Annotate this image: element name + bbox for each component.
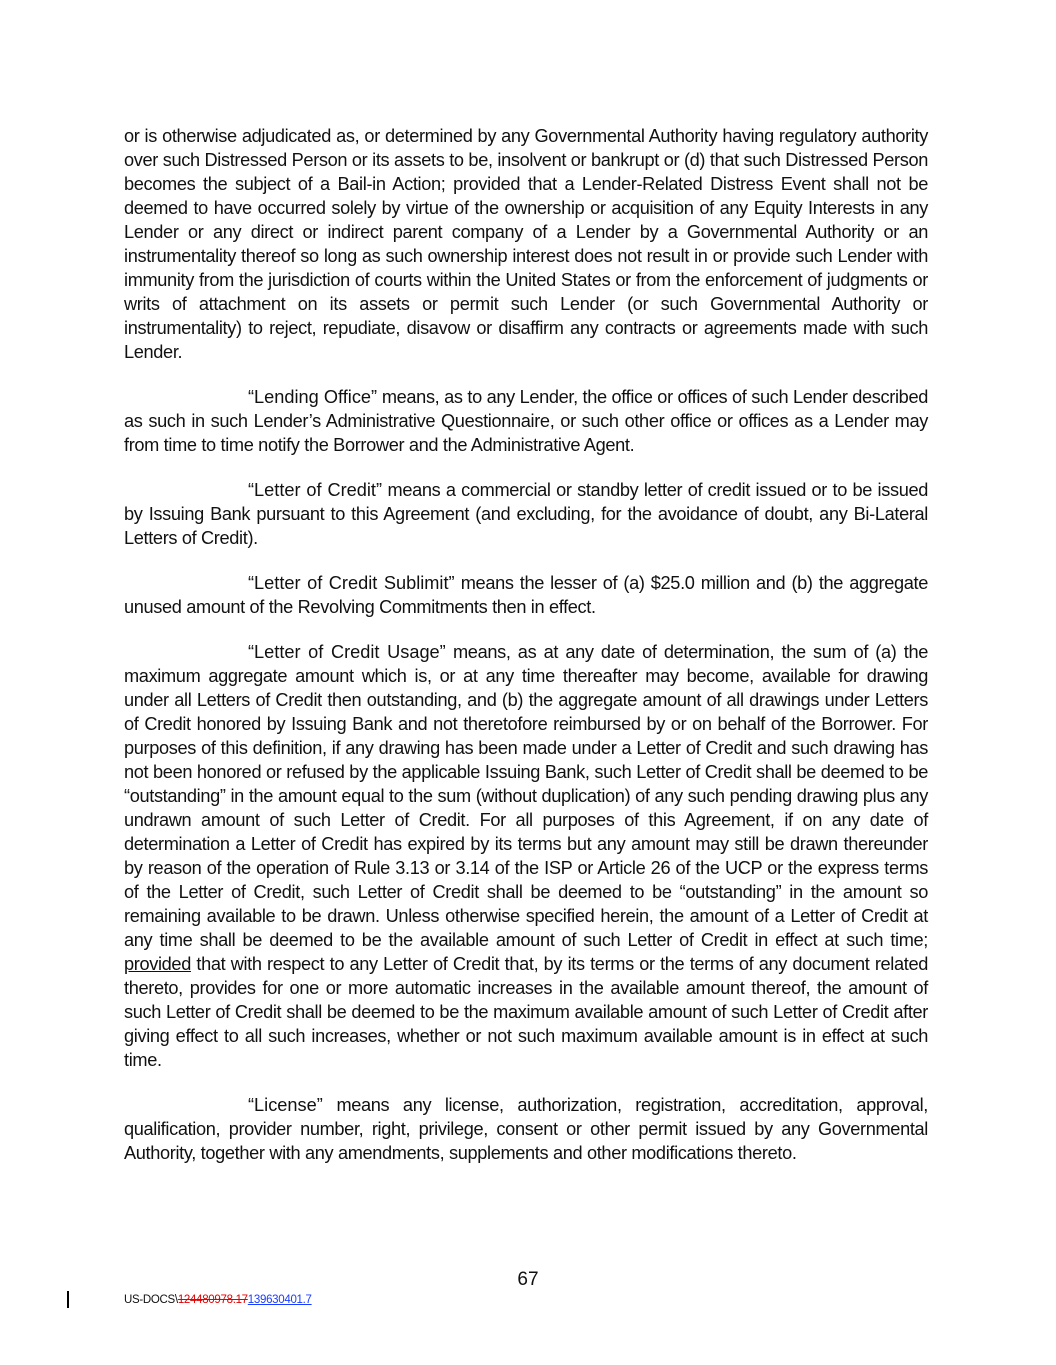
paragraph-distressed-person: or is otherwise adjudicated as, or determined by any Governmental Authority having regulatory authority over such Distressed Person or its assets to be, insolvent or bankrupt or (d) that such Distressed Person becomes the subject of a Bail-in Action; provided that a Lender-Related Distress Event shall not be deemed to have occurred solely by virtue of the ownership or acquisition of any Equity Interests in any Lender or any direct or indirect parent company of a Lender by a Governmental Authority or an instrumentality thereof so long as such ownership interest does not result in or provide such Lender with immunity from the jurisdiction of courts within the United States or from the enforcement of judgments or writs of attachment on its assets or permit such Lender (or such Governmental Authority or instrumentality) to reject, repudiate, disavow or disaffirm any contracts or agreements made with such Lender. [124,126,928,362]
definition-letter-of-credit [124,478,928,550]
definition-text: means the lesser of (a) $25.0 million and (b) the aggregate unused amount of the Revolving Commitments then in effect. [124,573,928,617]
defined-term: “Letter of Credit Usage” [248,642,446,662]
definition-lending-office [124,385,928,457]
definition-lc-sublimit [124,571,928,619]
doc-id-deleted: 124480978.17 [177,1294,248,1306]
doc-id-inserted: 139630401.7 [247,1294,312,1306]
definition-text: means a commercial or standby letter of credit issued or to be issued by Issuing Bank pursuant to this Agreement (and excluding, for the avoidance of doubt, any Bi-Lateral Letters of Credit). [124,480,929,548]
page-number: 67 [517,1269,539,1290]
defined-term: “Letter of Credit Sublimit” [248,573,455,593]
revision-change-bar [67,1291,69,1308]
definition-text-continued: that with respect to any Letter of Credit that, by its terms or the terms of any document related thereto, provides for one or more automatic increases in the available amount thereof, the amount of such Letter of Credit shall be deemed to be the maximum available amount of such Letter of Credit after giving effect to all such increases, whether or not such maximum available amount is in effect at such time. [124,954,928,1070]
doc-id-prefix: US-DOCS\ [124,1294,178,1306]
defined-term: “Lending Office” [248,387,378,407]
document-id [124,1294,312,1306]
document-body [124,124,928,1186]
definition-lc-usage [124,640,928,1072]
defined-term: “Letter of Credit” [248,480,383,500]
definition-text: means any license, authorization, registration, accreditation, approval, qualification, provider number, right, privilege, consent or other permit issued by any Governmental Authority, together with any amendments, supplements and other modifications thereto. [124,1095,928,1163]
definition-text: means, as to any Lender, the office or offices of such Lender described as such in such Lender’s Administrative Questionnaire, or such other office or offices as a Lender may from time to time notify the Borrower and the Administrative Agent. [124,387,928,455]
definition-text: means, as at any date of determination, the sum of (a) the maximum aggregate amount which is, or at any time thereafter may become, available for drawing under all Letters of Credit then outstanding, and (b) the aggregate amount of all drawings under Letters of Credit honored by Issuing Bank and not theretofore reimbursed by or on behalf of the Borrower. For purposes of this definition, if any drawing has been made under a Letter of Credit and such drawing has not been honored or refused by the applicable Issuing Bank, such Letter of Credit shall be deemed to be “outstanding” in the amount equal to the sum (without duplication) of any such pending drawing plus any undrawn amount of such Letter of Credit. For all purposes of this Agreement, if on any date of determination a Letter of Credit has expired by its terms but any amount may still be drawn thereunder by reason of the operation of Rule 3.13 or 3.14 of the ISP or Article 26 of the UCP or the express terms of the Letter of Credit, such Letter of Credit shall be deemed to be “outstanding” in the amount so remaining available to be drawn. Unless otherwise specified herein, the amount of a Letter of Credit at any time shall be deemed to be the available amount of such Letter of Credit in effect at such time; [124,642,928,950]
provided-underlined: provided [124,954,191,974]
defined-term: “License” [248,1095,323,1115]
definition-license [124,1093,928,1165]
